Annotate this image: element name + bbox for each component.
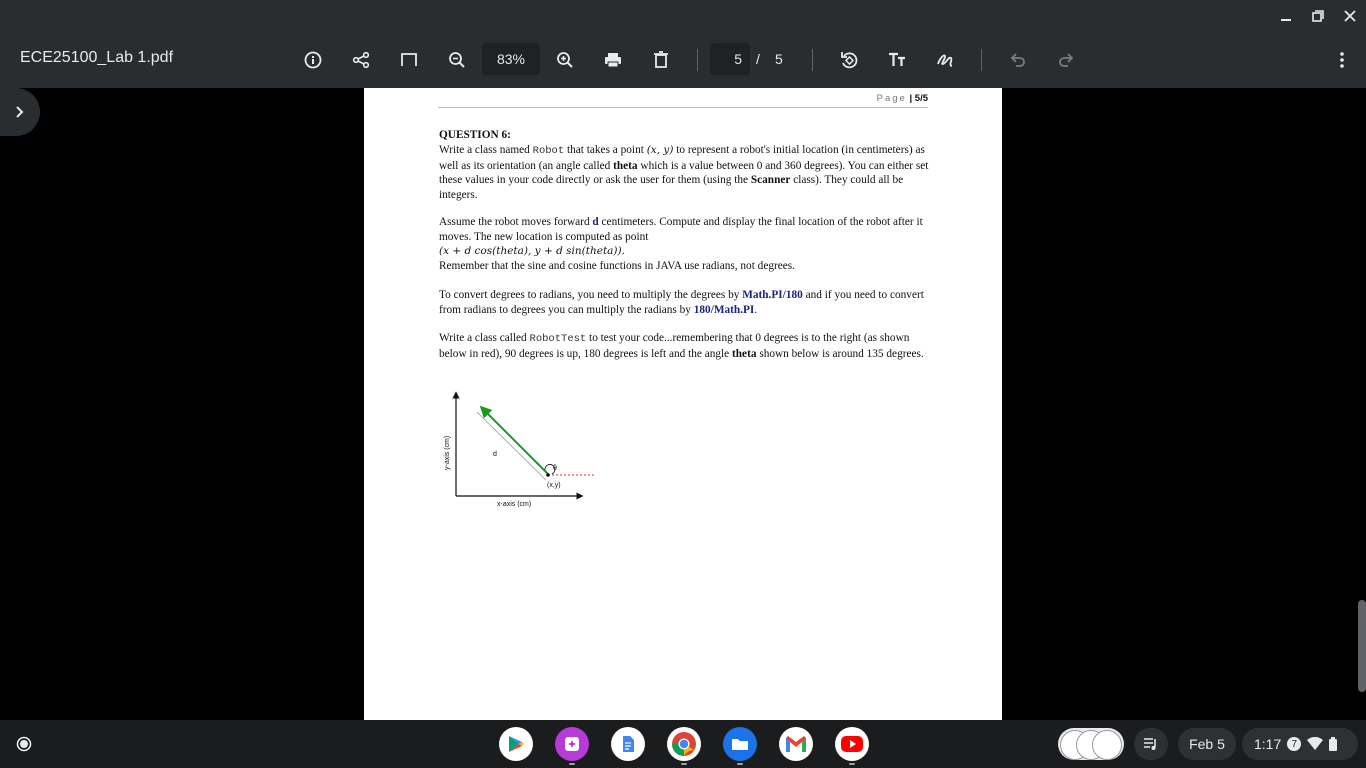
window-titlebar — [0, 0, 1366, 32]
zoom-in-icon[interactable] — [550, 45, 580, 75]
zoom-out-icon[interactable] — [442, 45, 472, 75]
rotate-icon[interactable] — [834, 45, 864, 75]
holding-thumbnail — [1092, 730, 1122, 760]
media-controls-button[interactable] — [1134, 728, 1168, 760]
y-axis-label: y-axis (cm) — [444, 435, 451, 470]
x-axis-label: x-axis (cm) — [497, 501, 532, 508]
chrome-icon[interactable] — [667, 727, 701, 761]
toolbar-divider — [812, 49, 813, 71]
info-icon[interactable] — [298, 45, 328, 75]
clock: 1:17 — [1254, 736, 1282, 752]
direction-arrow — [484, 410, 548, 474]
d-label: d — [493, 451, 497, 458]
youtube-icon[interactable] — [835, 727, 869, 761]
battery-icon — [1329, 737, 1337, 751]
notification-count-badge: 7 — [1287, 737, 1301, 751]
status-tray[interactable] — [1242, 728, 1358, 760]
text-tool-icon[interactable] — [882, 45, 912, 75]
playlist-icon — [1143, 736, 1159, 752]
files-icon[interactable] — [723, 727, 757, 761]
app-running-indicator — [681, 763, 687, 765]
undo-icon[interactable] — [1003, 45, 1033, 75]
app-running-indicator — [849, 763, 855, 765]
question-heading: QUESTION 6: — [439, 129, 511, 141]
annotate-pen-icon[interactable] — [930, 45, 960, 75]
paragraph-1: Write a class named Robot that takes a point (x, y) to represent a robot's initial location (in centimeters) as well as its orientation (an angle called theta which is a value between 0 and 360 degrees). You can either set these values in your code directly or ask the user for them (using the Scanner class). They could all be integers. — [439, 144, 929, 201]
more-options-icon[interactable] — [1327, 45, 1357, 75]
restore-icon[interactable] — [1306, 6, 1330, 26]
page-number-input[interactable]: 5 — [710, 43, 750, 75]
app-running-indicator — [569, 763, 575, 765]
print-icon[interactable] — [598, 45, 628, 75]
fit-page-icon[interactable] — [394, 45, 424, 75]
robot-diagram — [439, 388, 609, 513]
page-header — [438, 93, 928, 108]
paragraph-2: Assume the robot moves forward d centimeters. Compute and display the final location of the robot after it moves. The new location is computed as point (x + d cos(theta), y + d sin(theta)). Remember that the sine and cosine functions in JAVA use radians, not degrees. — [439, 216, 923, 272]
delete-icon[interactable] — [646, 45, 676, 75]
paragraph-3: To convert degrees to radians, you need to multiply the degrees by Math.PI/180 and if you need to convert from radians to degrees you can multiply the radians by 180/Math.PI. — [439, 289, 924, 316]
total-pages: 5 — [775, 51, 783, 67]
docs-icon[interactable] — [611, 727, 645, 761]
launcher-button[interactable] — [10, 730, 38, 758]
gmail-icon[interactable] — [779, 727, 813, 761]
play-store-icon[interactable] — [499, 727, 533, 761]
pdf-toolbar — [0, 32, 1366, 88]
robot-point — [546, 473, 550, 477]
formula: (x + d cos(theta), y + d sin(theta)). — [439, 245, 625, 257]
toolbar-divider — [697, 49, 698, 71]
page-header-number: | 5/5 — [909, 93, 928, 104]
distance-guide-line — [477, 412, 546, 480]
page-separator: / — [756, 51, 760, 67]
point-label: (x,y) — [547, 482, 561, 489]
date-tray[interactable]: Feb 5 — [1178, 728, 1236, 760]
zoom-input[interactable]: 83% — [482, 43, 540, 75]
vertical-scrollbar[interactable] — [1358, 600, 1366, 692]
wifi-icon — [1307, 737, 1323, 751]
paragraph-4: Write a class called RobotTest to test your code...remembering that 0 degrees is to the right (as shown below in red), 90 degrees is up, 180 degrees is left and the angle theta shown below is around 135 degrees. — [439, 332, 924, 360]
sidebar-toggle-button[interactable] — [0, 88, 40, 136]
close-icon[interactable] — [1338, 6, 1362, 26]
os-shelf — [0, 720, 1366, 768]
redo-icon[interactable] — [1051, 45, 1081, 75]
toolbar-divider — [981, 49, 982, 71]
pdf-page — [364, 88, 1002, 720]
share-icon[interactable] — [346, 45, 376, 75]
launcher-icon — [16, 736, 32, 752]
minimize-icon[interactable] — [1274, 6, 1298, 26]
page-header-label: Page — [876, 93, 907, 104]
holding-space-tray[interactable] — [1058, 728, 1124, 760]
chevron-right-icon — [13, 105, 27, 119]
document-title: ECE25100_Lab 1.pdf — [20, 49, 174, 66]
theta-label: θ — [553, 465, 557, 472]
app-running-indicator — [737, 763, 743, 765]
screencast-app-icon[interactable] — [555, 727, 589, 761]
